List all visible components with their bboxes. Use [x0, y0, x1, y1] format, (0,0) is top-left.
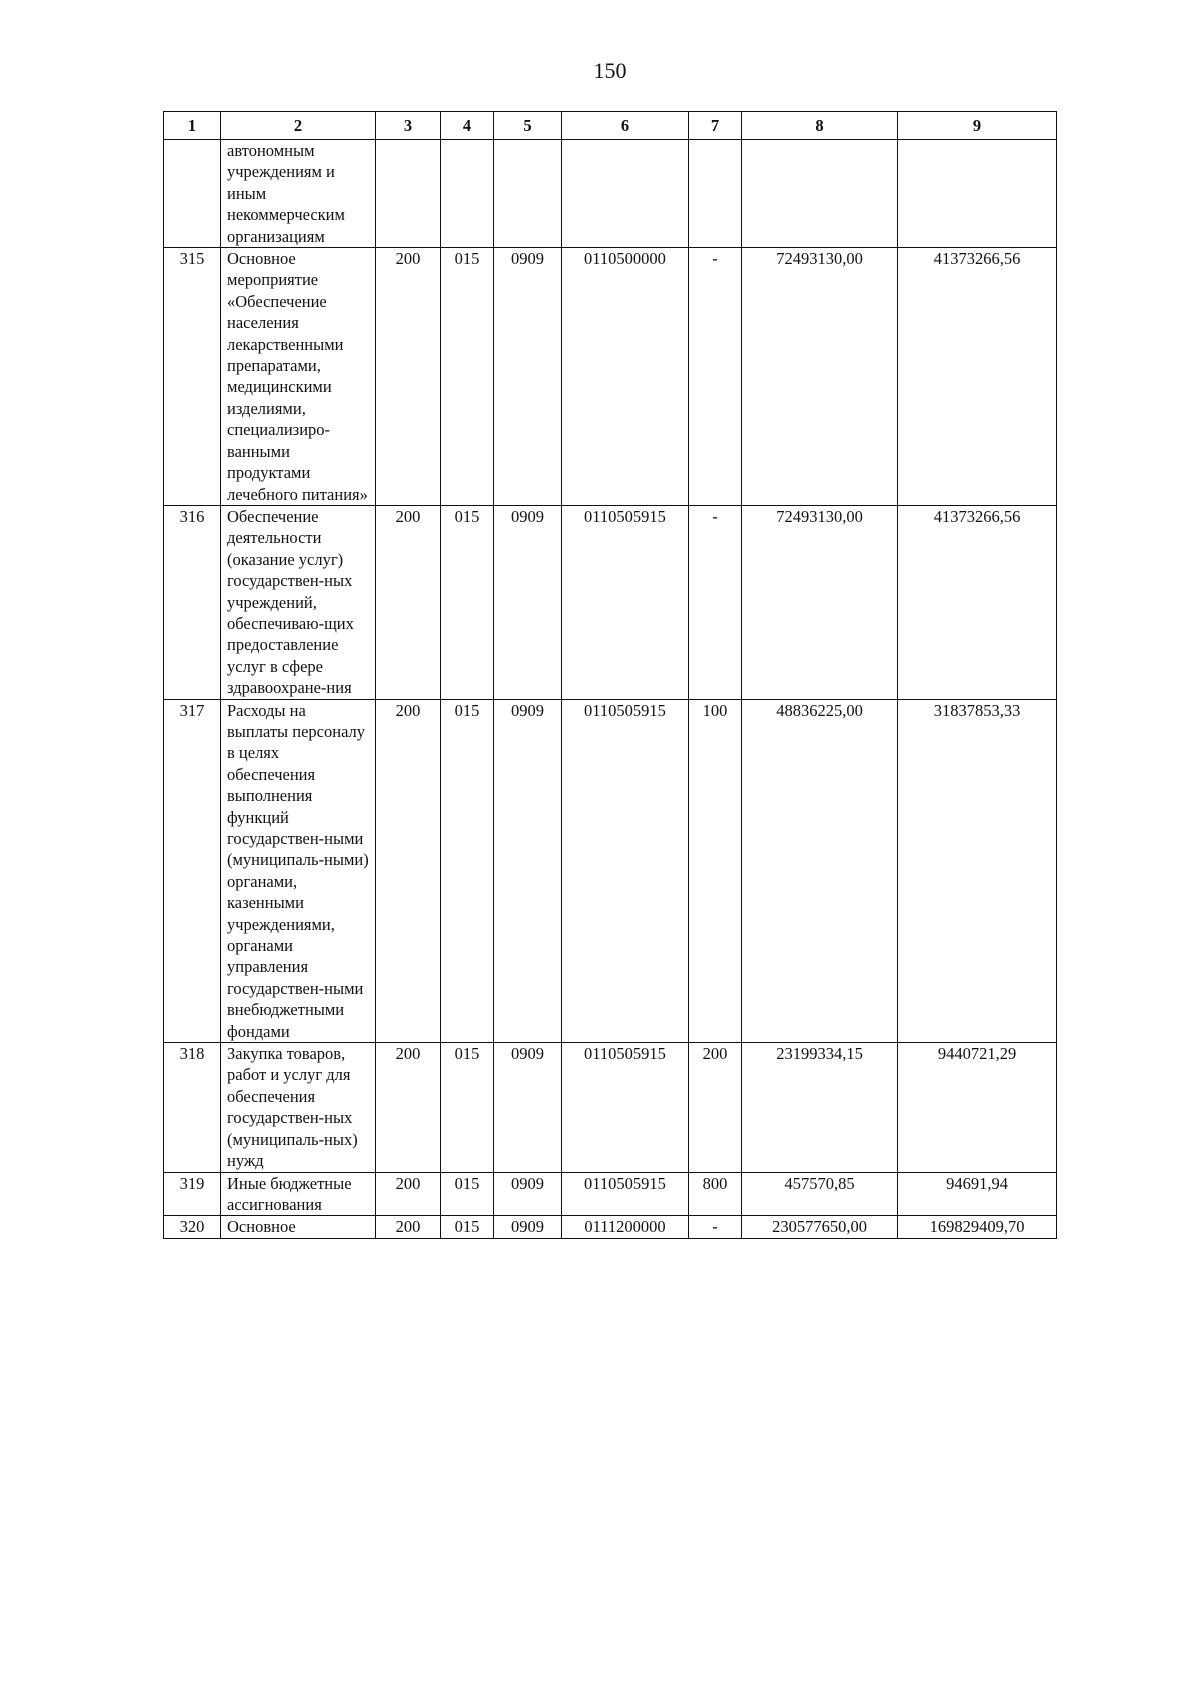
row-name: Иные бюджетные ассигнования	[221, 1172, 376, 1216]
row-number: 318	[164, 1043, 221, 1172]
row-name: Обеспечение деятельности (оказание услуг) государствен-ных учреждений, обеспечиваю-щих предоставление услуг в сфере здравоохране-ния	[221, 505, 376, 699]
row-col-8: 72493130,00	[742, 248, 898, 506]
row-col-9	[898, 140, 1057, 248]
row-col-3: 200	[376, 699, 441, 1043]
row-col-4: 015	[441, 699, 494, 1043]
header-col-9: 9	[898, 112, 1057, 140]
row-col-9: 94691,94	[898, 1172, 1057, 1216]
row-col-5: 0909	[494, 248, 562, 506]
row-col-8: 72493130,00	[742, 505, 898, 699]
row-col-9: 31837853,33	[898, 699, 1057, 1043]
row-col-9: 41373266,56	[898, 505, 1057, 699]
row-col-5	[494, 140, 562, 248]
row-col-8	[742, 140, 898, 248]
row-col-6: 0111200000	[562, 1216, 689, 1238]
row-col-7: -	[689, 1216, 742, 1238]
row-col-7: -	[689, 505, 742, 699]
row-col-3: 200	[376, 1172, 441, 1216]
row-name: Основное мероприятие «Обеспечение населения лекарственными препаратами, медицинскими изделиями, специализиро-ванными продуктами лечебного питания»	[221, 248, 376, 506]
row-col-3: 200	[376, 1043, 441, 1172]
row-number	[164, 140, 221, 248]
row-name: Основное	[221, 1216, 376, 1238]
row-col-8: 230577650,00	[742, 1216, 898, 1238]
header-col-6: 6	[562, 112, 689, 140]
budget-table	[163, 111, 1057, 1239]
header-col-3: 3	[376, 112, 441, 140]
row-col-5: 0909	[494, 1043, 562, 1172]
table-row	[164, 699, 1057, 1043]
row-col-6: 0110505915	[562, 505, 689, 699]
page-number: 150	[593, 58, 627, 83]
row-col-4	[441, 140, 494, 248]
row-col-4: 015	[441, 1172, 494, 1216]
row-col-9: 9440721,29	[898, 1043, 1057, 1172]
row-col-9: 41373266,56	[898, 248, 1057, 506]
table-row	[164, 140, 1057, 248]
row-col-5: 0909	[494, 699, 562, 1043]
row-col-8: 457570,85	[742, 1172, 898, 1216]
row-col-5: 0909	[494, 505, 562, 699]
row-col-3	[376, 140, 441, 248]
row-col-9: 169829409,70	[898, 1216, 1057, 1238]
row-number: 319	[164, 1172, 221, 1216]
row-col-7: -	[689, 248, 742, 506]
table-row	[164, 1043, 1057, 1172]
row-col-5: 0909	[494, 1216, 562, 1238]
row-number: 317	[164, 699, 221, 1043]
row-col-7: 100	[689, 699, 742, 1043]
header-col-8: 8	[742, 112, 898, 140]
row-col-8: 23199334,15	[742, 1043, 898, 1172]
row-number: 315	[164, 248, 221, 506]
table-row	[164, 1216, 1057, 1238]
row-col-6: 0110505915	[562, 1172, 689, 1216]
row-col-4: 015	[441, 505, 494, 699]
row-col-4: 015	[441, 1216, 494, 1238]
table-row	[164, 505, 1057, 699]
row-col-7: 800	[689, 1172, 742, 1216]
row-number: 316	[164, 505, 221, 699]
row-col-6: 0110505915	[562, 1043, 689, 1172]
header-row	[164, 112, 1057, 140]
row-col-7	[689, 140, 742, 248]
row-col-6	[562, 140, 689, 248]
row-col-8: 48836225,00	[742, 699, 898, 1043]
header-col-5: 5	[494, 112, 562, 140]
row-col-3: 200	[376, 248, 441, 506]
row-name: Расходы на выплаты персоналу в целях обеспечения выполнения функций государствен-ными (муниципаль-ными) органами, казенными учреждениями, органами управления государствен-ными внебюджетными фондами	[221, 699, 376, 1043]
table-row	[164, 1172, 1057, 1216]
row-col-5: 0909	[494, 1172, 562, 1216]
row-col-6: 0110500000	[562, 248, 689, 506]
row-name: автономным учреждениям и иным некоммерческим организациям	[221, 140, 376, 248]
header-col-7: 7	[689, 112, 742, 140]
header-col-2: 2	[221, 112, 376, 140]
row-col-7: 200	[689, 1043, 742, 1172]
header-col-4: 4	[441, 112, 494, 140]
header-col-1: 1	[164, 112, 221, 140]
row-col-3: 200	[376, 1216, 441, 1238]
row-col-6: 0110505915	[562, 699, 689, 1043]
row-col-4: 015	[441, 248, 494, 506]
row-col-3: 200	[376, 505, 441, 699]
row-col-4: 015	[441, 1043, 494, 1172]
row-number: 320	[164, 1216, 221, 1238]
row-name: Закупка товаров, работ и услуг для обеспечения государствен-ных (муниципаль-ных) нужд	[221, 1043, 376, 1172]
table-row	[164, 248, 1057, 506]
